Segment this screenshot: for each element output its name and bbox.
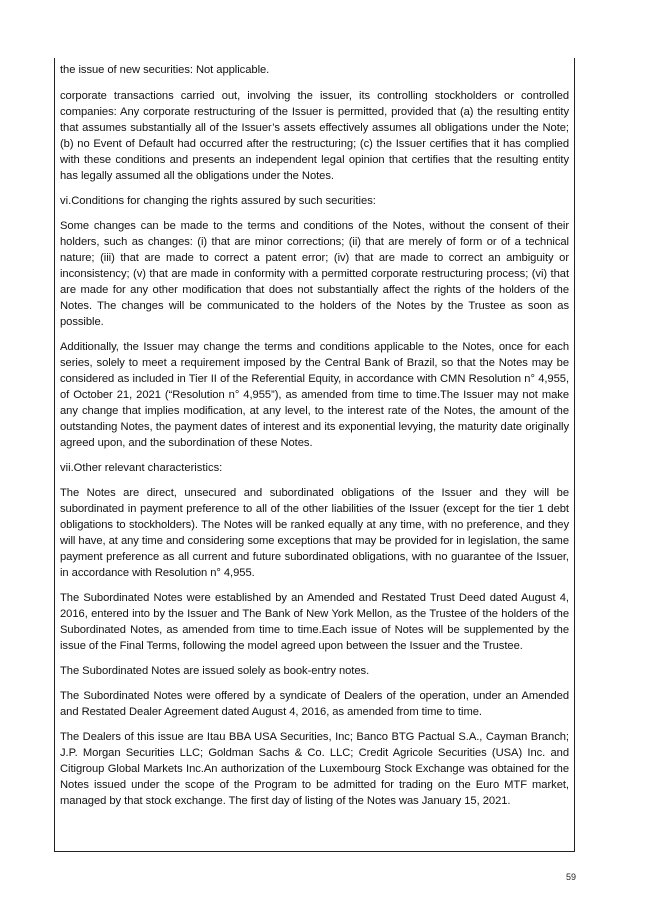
page-number: 59 xyxy=(565,872,576,882)
paragraph-dealers-listing: The Dealers of this issue are Itau BBA USA Securities, Inc; Banco BTG Pactual S.A., Cayman Branch; J.P. Morgan Securities LLC; Goldman Sachs & Co. LLC; Credit Agricole Securities (USA) Inc. and Citigroup Global Markets Inc.An authorization of the Luxembourg Stock Exchange was obtained for the Notes issued under the scope of the Program to be admitted for trading on the Euro MTF market, managed by that stock exchange. The first day of listing of the Notes was January 15, 2021. xyxy=(60,731,569,807)
paragraph-trust-deed: The Subordinated Notes were established by an Amended and Restated Trust Deed dated August 4, 2016, entered into by the Issuer and The Bank of New York Mellon, as the Trustee of the holders of the Subordinated Notes, as amended from time to time.Each issue of Notes will be supplemented by the issue of the Final Terms, following the model agreed upon between the Issuer and the Trustee. xyxy=(60,592,569,652)
paragraph-book-entry: The Subordinated Notes are issued solely as book-entry notes. xyxy=(60,665,370,677)
paragraph-new-securities: the issue of new securities: Not applicable. xyxy=(60,64,270,76)
paragraph-corporate-transactions: corporate transactions carried out, involving the issuer, its controlling stockholders or controlled companies: Any corporate restructuring of the Issuer is permitted, provided that (a) the resulting entity that assumes substantially all of the Issuer’s assets effectively assumes all obligations under the Note; (b) no Event of Default had occurred after the restructuring; (c) the Issuer certifies that it has complied with these conditions and presents an independent legal opinion that certifies that the resulting entity has legally assumed all the obligations under the Notes. xyxy=(60,90,569,182)
paragraph-subordinated-obligations: The Notes are direct, unsecured and subordinated obligations of the Issuer and they will be subordinated in payment preference to all of the other liabilities of the Issuer (except for the tier 1 debt obligations to stockholders). The Notes will be ranked equally at any time, with no preference, and they will have, at any time and considering some exceptions that may be provided for in legislation, the same payment preference as all current and future subordinated obligations, with no guarantee of the Issuer, in accordance with Resolution n° 4,955. xyxy=(60,487,569,579)
section-heading-other-characteristics: vii.Other relevant characteristics: xyxy=(60,462,223,474)
paragraph-changes-without-consent: Some changes can be made to the terms and conditions of the Notes, without the consent of their holders, such as changes: (i) that are minor corrections; (ii) that are merely of form or of a technical nature; (iii) that are made to correct a patent error; (iv) that are made to correct an ambiguity or inconsistency; (v) that are made in conformity with a permitted corporate restructuring process; (vi) that are made for any other modification that does not substantially affect the rights of the holders of the Notes. The changes will be communicated to the holders of the Notes by the Trustee as soon as possible. xyxy=(60,220,569,328)
section-heading-conditions: vi.Conditions for changing the rights assured by such securities: xyxy=(60,195,376,207)
paragraph-dealer-agreement: The Subordinated Notes were offered by a syndicate of Dealers of the operation, under an Amended and Restated Dealer Agreement dated August 4, 2016, as amended from time to time. xyxy=(60,690,569,718)
paragraph-central-bank-changes: Additionally, the Issuer may change the terms and conditions applicable to the Notes, once for each series, solely to meet a requirement imposed by the Central Bank of Brazil, so that the Notes may be considered as included in Tier II of the Referential Equity, in accordance with CMN Resolution n° 4,955, of October 21, 2021 (“Resolution n° 4,955”), as amended from time to time.The Issuer may not make any change that implies modification, at any level, to the interest rate of the Notes, the amount of the outstanding Notes, the payment dates of interest and its exponential levying, the maturity date originally agreed upon, and the subordination of these Notes. xyxy=(60,341,569,449)
document-frame xyxy=(54,58,575,852)
